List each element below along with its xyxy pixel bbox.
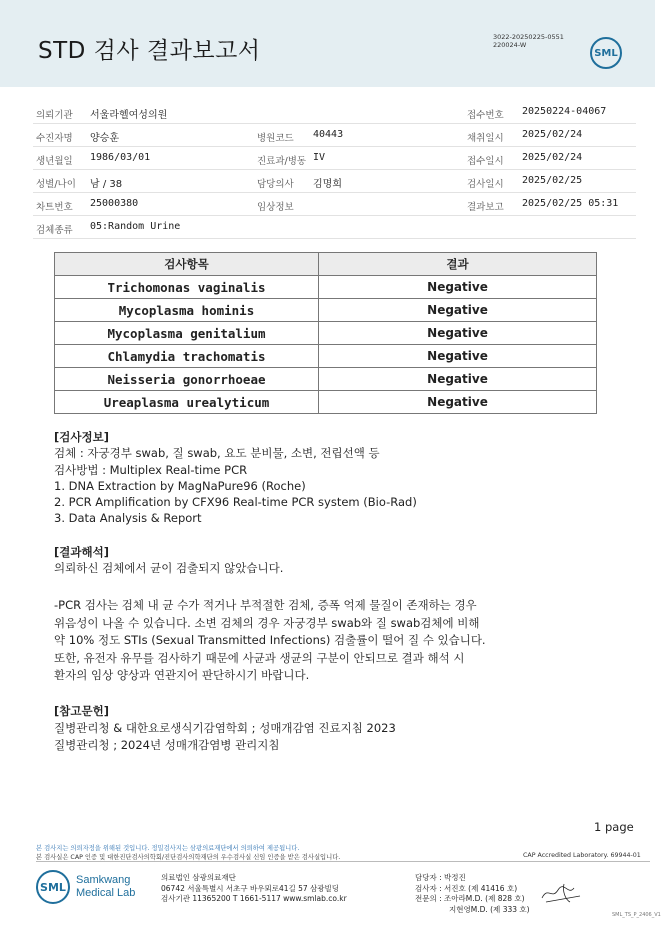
test-item: Trichomonas vaginalis xyxy=(55,276,319,299)
receipt-number: 20250224-04067 xyxy=(522,106,607,117)
interpretation-line: 위음성이 나올 수 있습니다. 소변 검체의 경우 자궁경부 swab와 질 swab검체에 비해 xyxy=(54,615,480,630)
department: IV xyxy=(313,152,326,163)
info-row-sex: 성별/나이 남 / 38 담당의사 김명희 검사일시 2025/02/25 xyxy=(33,170,636,193)
test-result: Negative xyxy=(319,368,597,391)
form-code: SML_TS_P_2406_V1 xyxy=(612,912,661,918)
collection-date: 2025/02/24 xyxy=(522,129,583,140)
test-info-line: 검사방법 : Multiplex Real-time PCR xyxy=(54,462,248,477)
test-item: Mycoplasma genitalium xyxy=(55,322,319,345)
patient-name: 양승훈 xyxy=(90,133,119,144)
table-row xyxy=(55,322,597,345)
hospital-code: 40443 xyxy=(313,129,344,140)
institution-value: 서울라헬여성의원 xyxy=(90,110,168,121)
report-datetime: 2025/02/25 05:31 xyxy=(522,198,619,209)
info-row-chart: 차트번호 25000380 임상정보 결과보고 2025/02/25 05:31 xyxy=(33,193,636,216)
test-info-line: 3. Data Analysis & Report xyxy=(54,511,202,526)
test-item: Neisseria gonorrhoeae xyxy=(55,368,319,391)
document-code-1: 3022-20250225-0551 xyxy=(493,33,564,41)
specimen-type: 05:Random Urine xyxy=(90,221,181,232)
chart-number: 25000380 xyxy=(90,198,139,209)
table-row xyxy=(55,345,597,368)
test-item: Ureaplasma urealyticum xyxy=(55,391,319,414)
test-result: Negative xyxy=(319,299,597,322)
reference-line: 질병관리청 ; 2024년 성매개감염병 관리지침 xyxy=(54,738,280,752)
footer-staff: 담당자 : 박정진 검사자 : 서진호 (제 41416 호) 전문의 : 조아라M.D. (제 828 호) 지현영M.D. (제 333 호) xyxy=(415,873,530,914)
test-info-section xyxy=(54,429,417,527)
interpretation-line: 또한, 유전자 유무를 검사하기 때문에 사균과 생균의 구분이 안되므로 결과 해석 시 xyxy=(54,650,465,665)
interpretation-section xyxy=(54,544,283,577)
info-row-institution: 의뢰기관 서울라헬여성의원 접수번호 20250224-04067 xyxy=(33,101,636,124)
test-result: Negative xyxy=(319,391,597,414)
test-item: Chlamydia trachomatis xyxy=(55,345,319,368)
report-header xyxy=(0,0,655,87)
table-header-row xyxy=(55,253,597,276)
test-date: 2025/02/25 xyxy=(522,175,583,186)
doctor-name: 김명희 xyxy=(313,179,342,190)
results-table xyxy=(54,252,597,414)
test-result: Negative xyxy=(319,345,597,368)
test-info-heading: [검사정보] xyxy=(54,430,109,444)
footer-org-name: Samkwang Medical Lab xyxy=(76,874,136,899)
birth-date: 1986/03/01 xyxy=(90,152,151,163)
test-result: Negative xyxy=(319,276,597,299)
references-section xyxy=(54,703,396,754)
table-row xyxy=(55,391,597,414)
info-row-patient: 수진자명 양승훈 병원코드 40443 채취일시 2025/02/24 xyxy=(33,124,636,147)
document-code xyxy=(493,33,564,49)
table-row xyxy=(55,368,597,391)
document-code-2: 220024-W xyxy=(493,41,527,49)
interpretation-line: 환자의 임상 양상과 연관지어 판단하시기 바랍니다. xyxy=(54,668,310,682)
table-row xyxy=(55,276,597,299)
sml-logo-icon: SML xyxy=(590,37,622,69)
column-header-item: 검사항목 xyxy=(55,253,319,276)
signature-icon xyxy=(540,880,585,908)
cap-accreditation: CAP Accredited Laboratory. 69944-01 xyxy=(523,852,641,859)
table-row xyxy=(55,299,597,322)
test-info-line: 검체 : 자궁경부 swab, 질 swab, 요도 분비물, 소변, 전립선액 등 xyxy=(54,446,380,461)
test-info-line: 2. PCR Amplification by CFX96 Real-time PCR system (Bio-Rad) xyxy=(54,495,417,510)
sex-age: 남 / 38 xyxy=(90,179,123,190)
info-row-birth: 생년월일 1986/03/01 진료과/병동 IV 접수일시 2025/02/24 xyxy=(33,147,636,170)
page-number: 1 page xyxy=(594,820,634,834)
report-title: STD 검사 결과보고서 xyxy=(38,38,261,64)
footer-notice-1: 본 검사지는 의뢰자정을 위해된 것입니다. 정밀검사지는 삼광의료재단에서 의뢰하여 제공됩니다. xyxy=(36,845,300,852)
info-row-specimen: 검체종류 05:Random Urine xyxy=(33,216,636,239)
footer-divider xyxy=(36,861,650,862)
column-header-result: 결과 xyxy=(319,253,597,276)
interpretation-line: -PCR 검사는 검체 내 균 수가 적거나 부적절한 검체, 증폭 억제 물질이 존재하는 경우 xyxy=(54,598,477,612)
interpretation-notes xyxy=(54,597,486,685)
footer-address: 의료법인 삼광의료재단 06742 서울특별시 서초구 바우뫼로41길 57 삼광빌딩 검사기관 11365200 T 1661-5117 www.smlab.co.kr xyxy=(161,873,347,903)
interpretation-summary: 의뢰하신 검체에서 균이 검출되지 않았습니다. xyxy=(54,561,284,576)
receipt-date: 2025/02/24 xyxy=(522,152,583,163)
footer-notice-2: 본 검사실은 CAP 인증 및 대한진단검사의학회/진단검사의학재단의 우수검사실 신임 인증을 받은 검사실입니다. xyxy=(36,854,341,861)
references-heading: [참고문헌] xyxy=(54,704,109,718)
test-info-line: 1. DNA Extraction by MagNaPure96 (Roche) xyxy=(54,478,306,493)
test-result: Negative xyxy=(319,322,597,345)
test-item: Mycoplasma hominis xyxy=(55,299,319,322)
interpretation-line: 약 10% 정도 STIs (Sexual Transmitted Infections) 검출률이 떨어 질 수 있습니다. xyxy=(54,633,486,647)
reference-line: 질병관리청 & 대한요로생식기감염학회 ; 성매개감염 진료지침 2023 xyxy=(54,721,396,735)
sml-footer-logo-icon: SML xyxy=(36,870,70,904)
interpretation-heading: [결과해석] xyxy=(54,545,109,559)
